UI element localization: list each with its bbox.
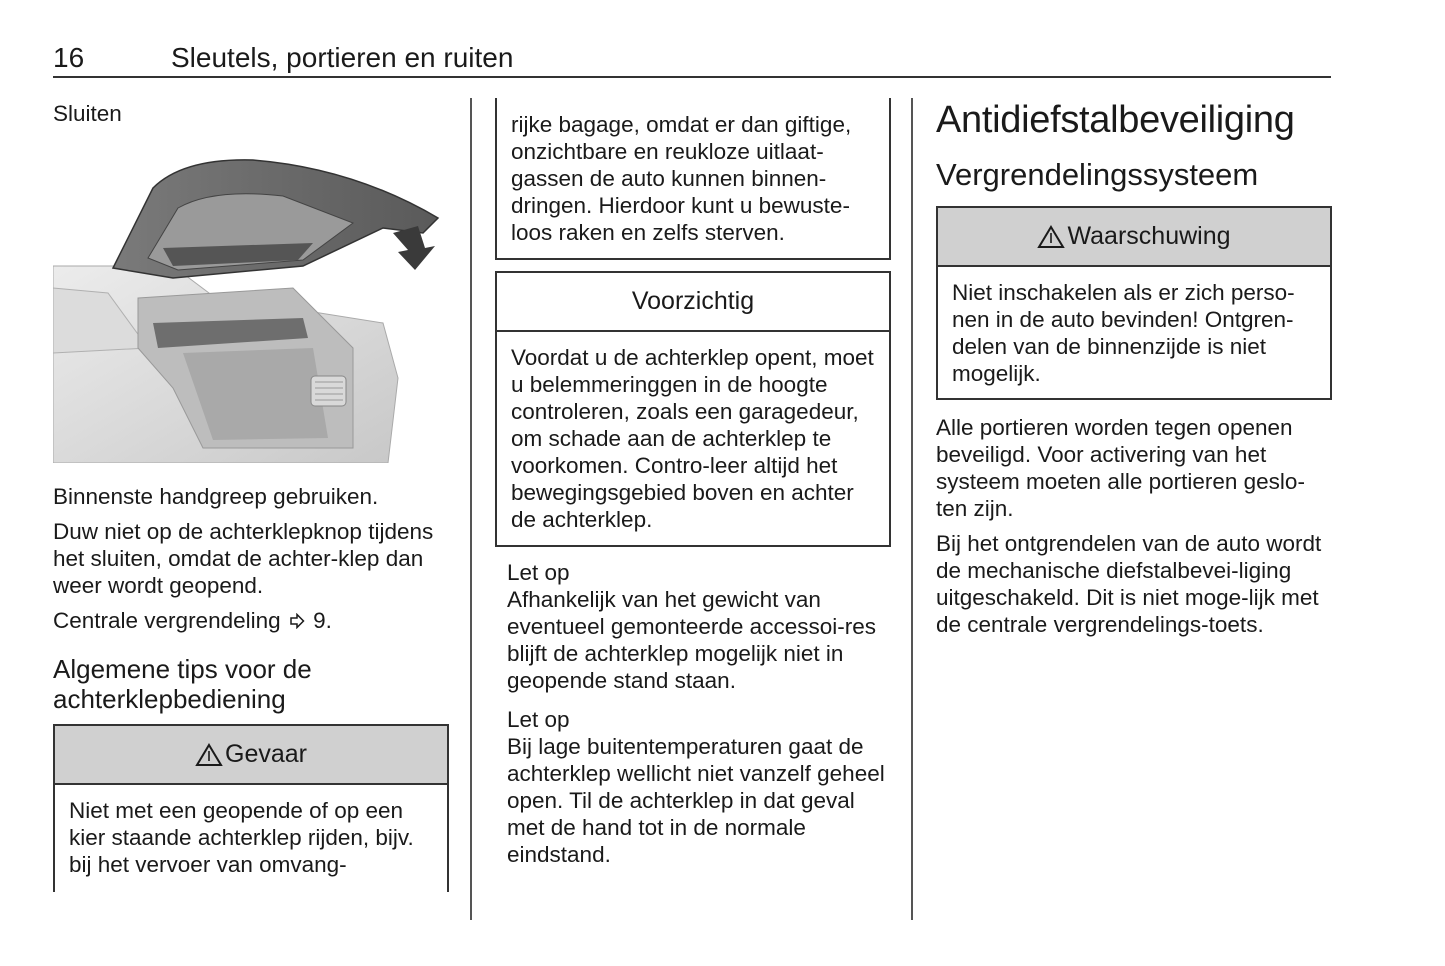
danger-box-continuation [495,98,891,260]
caution-box-header [497,273,889,332]
column-divider-left [470,98,472,920]
main-title: Antidiefstalbeveiliging [936,99,1295,141]
chapter-title: Sleutels, portieren en ruiten [171,42,514,73]
sub-title: Vergrendelingssysteem [936,157,1259,192]
caution-box-title: Voorzichtig [631,287,755,315]
caution-box-body: Voordat u de achterklep opent, moet u belemmeringgen in de hoogte controleren, zoals een garagedeur, om schade aan de achterklep te voorkomen. Contro-leer altijd het bewegingsgebied boven en achter de achterklep. [511,345,874,532]
danger-box-title: Gevaar [225,740,307,768]
note-title: Let op [507,707,570,732]
tailgate-illustration [53,148,443,463]
column-divider-right [911,98,913,920]
right-column-titles [936,98,1336,193]
paragraph: Binnenste handgreep gebruiken. [53,484,379,509]
cross-reference[interactable] [53,607,448,634]
warning-box-title: Waarschuwing [1067,222,1231,250]
warning-box-body: Niet inschakelen als er zich perso-nen in de auto bevinden! Ontgren-delen van de binnenzijde is niet mogelijk. [952,280,1295,386]
subheading-sluiten: Sluiten [53,101,122,126]
warning-triangle-icon [195,743,223,767]
danger-box-header [55,726,447,785]
arrow-right-icon [289,613,305,629]
xref-page: 9. [313,608,332,633]
paragraph: Bij het ontgrendelen van de auto wordt de mechanische diefstalbevei-liging uitgeschakeld. Dit is niet moge-lijk met de centrale vergrendelings-toets. [936,531,1322,637]
left-column [53,100,448,127]
danger-box [53,724,449,892]
warning-box [936,206,1332,400]
note-title: Let op [507,560,570,585]
page-header [53,40,1331,78]
paragraph: Alle portieren worden tegen openen beveiligd. Voor activering van het systeem moeten alle portieren geslo-ten zijn. [936,415,1305,521]
danger-continuation-body: rijke bagage, omdat er dan giftige, onzichtbare en reukloze uitlaat-gassen de auto kunnen binnen-dringen. Hierdoor kunt u bewuste-loos raken en zelfs sterven. [511,112,852,245]
note-body: Bij lage buitentemperaturen gaat de achterklep wellicht niet vanzelf geheel open. Til de achterklep in dat geval met de hand tot in de normale eindstand. [507,734,885,867]
right-column-text [936,414,1334,638]
notes [507,559,892,868]
caution-box [495,271,891,547]
xref-text: Centrale vergrendeling [53,608,281,633]
warning-triangle-icon [1037,225,1065,249]
note-body: Afhankelijk van het gewicht van eventueel gemonteerde accessoi-res blijft de achterklep mogelijk niet in geopende stand staan. [507,587,876,693]
left-column-text [53,483,448,714]
section-title-tips: Algemene tips voor de achterklepbediening [53,654,312,714]
warning-box-header [938,208,1330,267]
page-number: 16 [53,42,85,73]
danger-box-body: Niet met een geopende of op een kier staande achterklep rijden, bijv. bij het vervoer van omvang- [69,798,414,877]
paragraph: Duw niet op de achterklepknop tijdens het sluiten, omdat de achter-klep dan weer wordt geopend. [53,519,434,598]
